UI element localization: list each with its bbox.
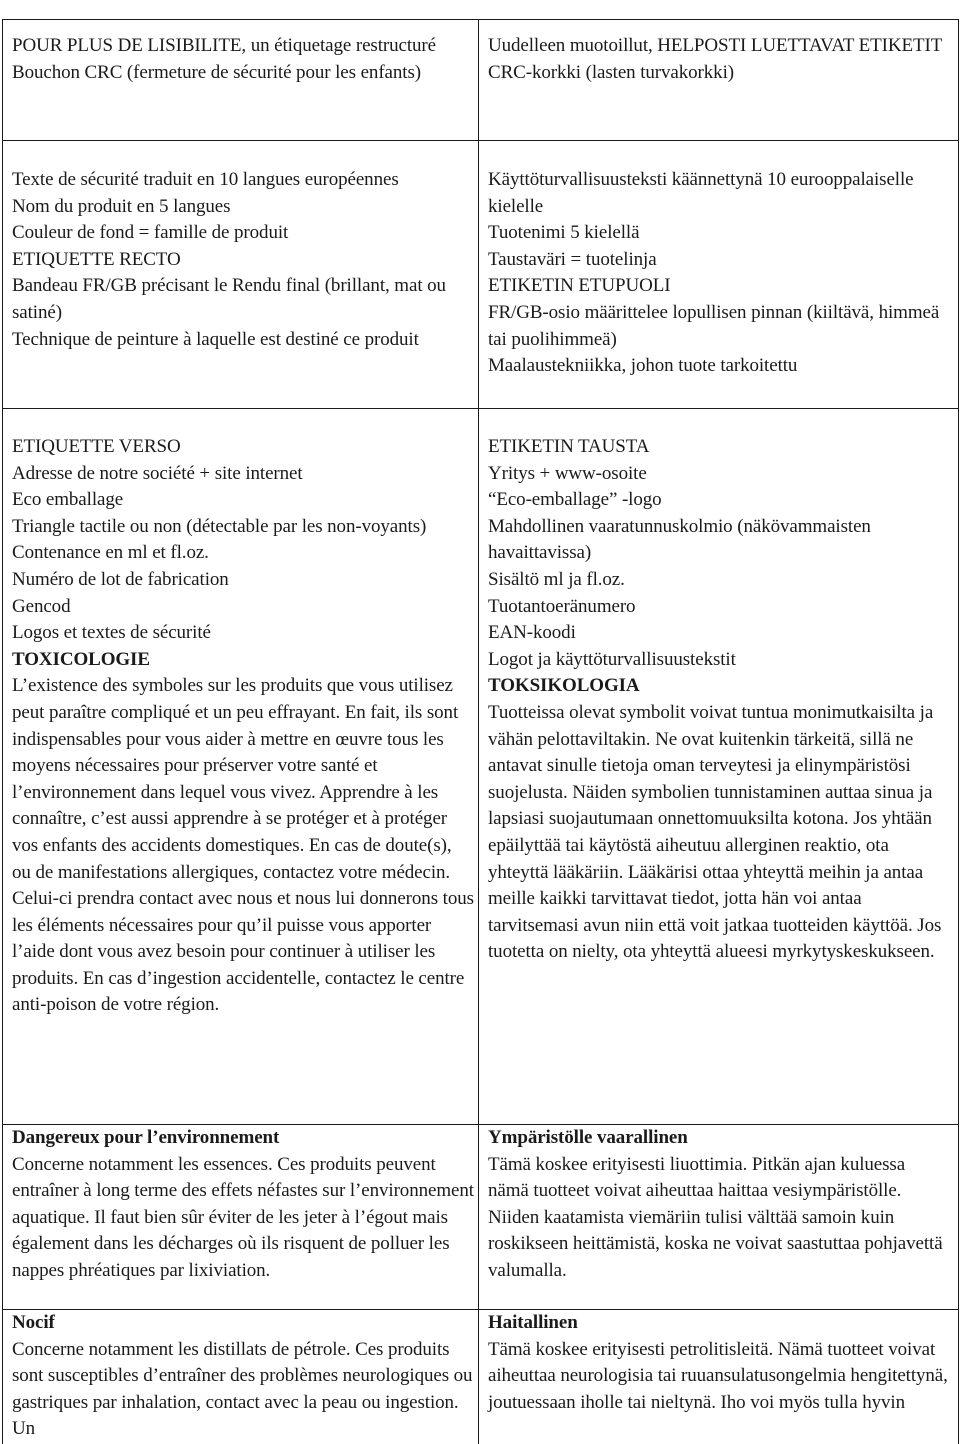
section-heading: Ympäristölle vaarallinen (488, 1127, 688, 1148)
line: Technique de peinture à laquelle est destiné ce produit (12, 328, 419, 350)
line: Nom du produit en 5 langues (12, 195, 231, 217)
table-border-right (958, 19, 959, 1444)
line: ETIKETIN ETUPUOLI (488, 275, 671, 297)
line: Taustaväri = tuotelinja (488, 248, 657, 270)
line: Uudelleen muotoillut, HELPOSTI LUETTAVAT ETIKETIT (488, 35, 943, 56)
line: ETIQUETTE RECTO (12, 248, 181, 270)
section-heading: TOKSIKOLOGIA (488, 675, 640, 697)
section-heading: Haitallinen (488, 1312, 578, 1333)
column-divider (478, 19, 479, 1444)
row5-right-cell (488, 1310, 950, 1416)
row2-left-cell (12, 167, 474, 353)
section-body: L’existence des symboles sur les produits que vous utilisez peut paraître compliqué et un peu effrayant. En fait, ils sont indispensables pour vous aider à mettre en œuvre tous les moyens nécessaires pour préserver votre santé et l’environnement dans lequel vous vivez. Apprendre à les connaître, c’est aussi apprendre à se protéger et à protéger vos enfants des accidents domestiques. En cas de doute(s), ou de manifestations allergiques, contactez votre médecin. Celui-ci prendra contact avec nous et nous lui donnerons tous les éléments nécessaires pour qu’il puisse vous apporter l’aide dont vous avez besoin pour continuer à utiliser les produits. En cas d’ingestion accidentelle, contactez le centre anti-poison de votre région. (12, 675, 474, 1016)
row5-left-cell (12, 1310, 474, 1443)
line: Käyttöturvallisuusteksti käännettynä 10 eurooppalaiselle kielelle (488, 169, 914, 217)
line: Eco emballage (12, 489, 124, 511)
line: ETIQUETTE VERSO (12, 436, 181, 457)
row-divider (2, 140, 959, 141)
table-border-left (2, 19, 3, 1444)
row2-right-cell (488, 167, 950, 380)
row1-right-cell (488, 33, 950, 86)
line: Maalaustekniikka, johon tuote tarkoitettu (488, 355, 798, 377)
row3-right-cell (488, 434, 950, 966)
line: “Eco-emballage” -logo (488, 489, 662, 511)
line: EAN-koodi (488, 622, 576, 644)
row-divider (2, 408, 959, 409)
line: Numéro de lot de fabrication (12, 568, 229, 590)
row4-right-cell (488, 1125, 950, 1285)
line: Mahdollinen vaaratunnuskolmio (näkövammaisten havaittavissa) (488, 515, 871, 564)
line: Bandeau FR/GB précisant le Rendu final (brillant, mat ou satiné) (12, 275, 446, 323)
line: Contenance en ml et fl.oz. (12, 542, 209, 564)
line: Gencod (12, 595, 71, 617)
row3-left-cell (12, 434, 474, 1019)
section-heading: Dangereux pour l’environnement (12, 1127, 280, 1148)
line: Logot ja käyttöturvallisuustekstit (488, 648, 736, 670)
table-border-top (2, 19, 959, 20)
line: Sisältö ml ja fl.oz. (488, 568, 625, 590)
line: Tuotenimi 5 kielellä (488, 222, 640, 244)
section-body: Concerne notamment les essences. Ces produits peuvent entraîner à long terme des effets néfastes sur l’environnement aquatique. Il faut bien sûr éviter de les jeter à l’égout mais également dans les décharges où ils risquent de polluer les nappes phréatiques par lixiviation. (12, 1153, 474, 1281)
section-heading: TOXICOLOGIE (12, 648, 150, 670)
line: POUR PLUS DE LISIBILITE, un étiquetage restructuré (12, 35, 436, 56)
line: FR/GB-osio määrittelee lopullisen pinnan (kiiltävä, himmeä tai puolihimmeä) (488, 301, 940, 350)
line: Couleur de fond = famille de produit (12, 222, 289, 244)
line: Adresse de notre société + site internet (12, 462, 303, 484)
line: Tuotantoeränumero (488, 595, 636, 617)
row1-left-cell (12, 33, 474, 86)
row4-left-cell (12, 1125, 474, 1285)
section-body: Tuotteissa olevat symbolit voivat tuntua monimutkaisilta ja vähän pelottaviltakin. Ne ovat kuitenkin tärkeitä, sillä ne antavat sinulle tietoja oman terveytesi ja elinympäristösi suojelusta. Näiden symbolien tunnistaminen auttaa sinua ja lapsiasi suojautumaan onnettomuuksilta kotona. Jos yhtään epäilyttää tai käytöstä aiheutuu allerginen reaktio, ota yhteyttä lääkäriin. Lääkärisi ottaa yhteyttä meihin ja antaa meille kaikki tarvittavat tiedot, jotta hän voi antaa tarvitsemasi avun niin että voit jatkaa tuotteiden käyttöä. Jos tuotetta on nielty, ota yhteyttä alueesi myrkytyskeskukseen. (488, 701, 942, 963)
section-body: Tämä koskee erityisesti petrolitisleitä. Nämä tuotteet voivat aiheuttaa neurologisia tai ruuansulatusongelmia hengitettynä, joutuessaan iholle tai nieltynä. Iho voi myös tulla hyvin (488, 1338, 948, 1413)
line: Bouchon CRC (fermeture de sécurité pour les enfants) (12, 61, 421, 83)
line: Texte de sécurité traduit en 10 langues européennes (12, 169, 399, 190)
line: Logos et textes de sécurité (12, 622, 211, 644)
line: CRC-korkki (lasten turvakorkki) (488, 61, 734, 83)
section-heading: Nocif (12, 1312, 55, 1333)
line: Triangle tactile ou non (détectable par les non-voyants) (12, 515, 427, 537)
section-body: Tämä koskee erityisesti liuottimia. Pitkän ajan kuluessa nämä tuotteet voivat aiheuttaa haittaa vesiympäristölle. Niiden kaatamista viemäriin tulisi välttää samoin kuin roskikseen heittämistä, koska ne voivat saastuttaa pohjavettä valumalla. (488, 1153, 943, 1281)
section-body: Concerne notamment les distillats de pétrole. Ces produits sont susceptibles d’entraîner des problèmes neurologiques ou gastriques par inhalation, contact avec la peau ou ingestion. Un (12, 1338, 473, 1440)
line: Yritys + www-osoite (488, 462, 647, 484)
line: ETIKETIN TAUSTA (488, 436, 650, 457)
